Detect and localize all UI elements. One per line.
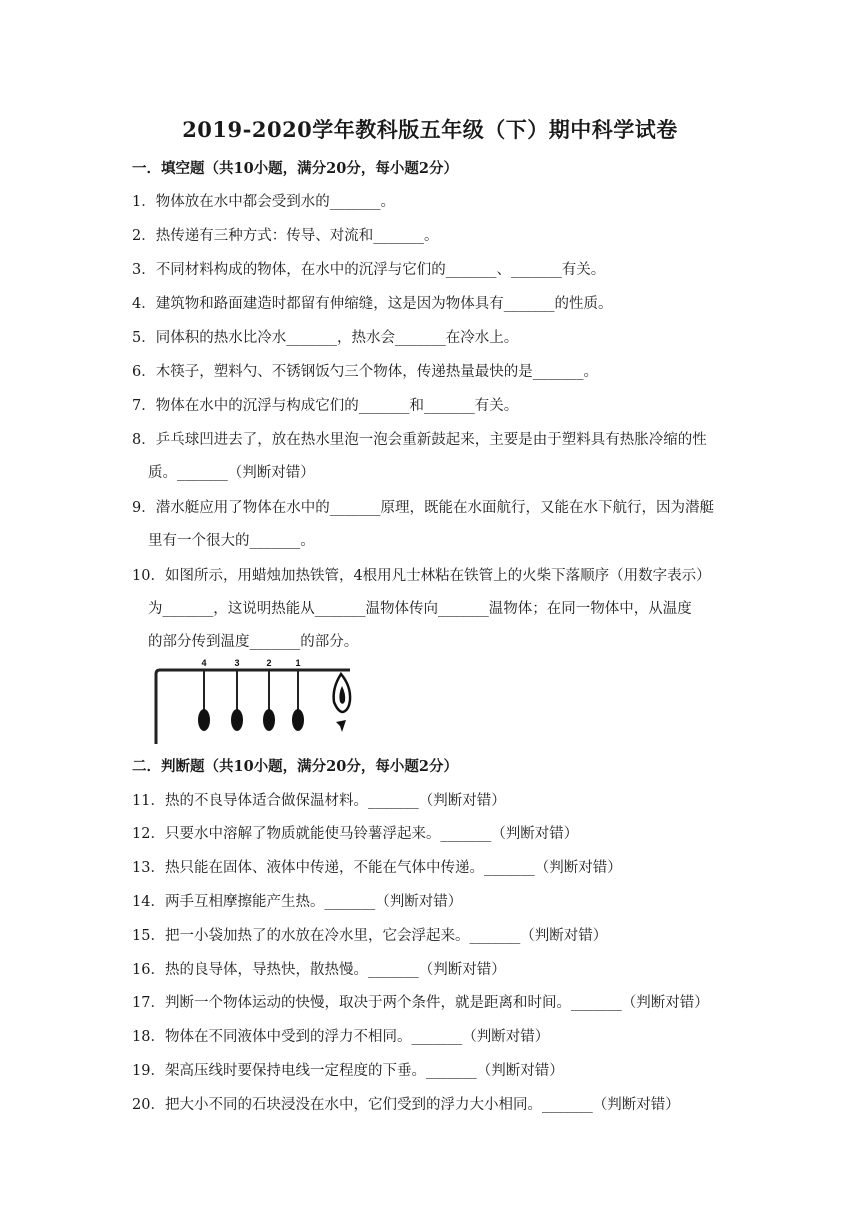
question-16 — [132, 958, 506, 979]
heat-conduction-figure — [150, 656, 360, 746]
question-number: 17． — [132, 995, 165, 1011]
question-text: 物体放在水中都会受到水的_______。 — [155, 194, 395, 210]
question-number: 16． — [132, 962, 165, 978]
candle-flame-icon — [334, 674, 350, 732]
question-number: 18． — [132, 1029, 165, 1045]
question-number: 15． — [132, 928, 165, 944]
question-3 — [132, 258, 605, 279]
match-head — [198, 709, 210, 731]
question-12 — [132, 822, 578, 843]
question-20 — [132, 1093, 680, 1114]
question-2 — [132, 224, 438, 245]
match-label: 1 — [295, 658, 301, 668]
question-13 — [132, 856, 622, 877]
question-text: 热的良导体，导热快，散热慢。_______（判断对错） — [164, 962, 506, 978]
question-6 — [132, 360, 598, 381]
question-number: 5． — [132, 330, 156, 346]
question-text: 物体在水中的沉浮与构成它们的_______和_______有关。 — [155, 398, 519, 414]
question-number: 4． — [132, 296, 156, 312]
page-title: 2019-2020学年教科版五年级（下）期中科学试卷 — [182, 117, 678, 142]
question-15 — [132, 924, 607, 945]
section-heading-true-false: 二．判断题（共10小题，满分20分，每小题2分） — [132, 758, 458, 775]
question-number: 20． — [132, 1097, 165, 1113]
question-19 — [132, 1059, 564, 1080]
question-9-continued: 里有一个很大的_______。 — [148, 533, 315, 549]
question-5 — [132, 326, 518, 347]
question-10-continued: 的部分传到温度_______的部分。 — [148, 634, 359, 650]
question-9 — [132, 496, 714, 517]
question-number: 1． — [132, 194, 156, 210]
match-label: 3 — [234, 658, 240, 668]
question-number: 10． — [132, 568, 165, 584]
question-number: 11． — [132, 793, 165, 809]
question-text: 把大小不同的石块浸没在水中，它们受到的浮力大小相同。_______（判断对错） — [164, 1097, 680, 1113]
question-number: 19． — [132, 1063, 165, 1079]
question-10 — [132, 564, 711, 585]
match-label: 2 — [266, 658, 272, 668]
question-text: 潜水艇应用了物体在水中的_______原理，既能在水面航行，又能在水下航行，因为潜艇 — [155, 500, 714, 516]
question-1 — [132, 190, 395, 211]
question-number: 13． — [132, 860, 165, 876]
question-number: 7． — [132, 398, 156, 414]
question-number: 9． — [132, 500, 156, 516]
question-14 — [132, 890, 462, 911]
match-head — [292, 709, 304, 731]
question-text: 热只能在固体、液体中传递，不能在气体中传递。_______（判断对错） — [164, 860, 622, 876]
question-text: 热的不良导体适合做保温材料。_______（判断对错） — [164, 793, 506, 809]
question-18 — [132, 1025, 549, 1046]
question-number: 12． — [132, 826, 165, 842]
question-text: 只要水中溶解了物质就能使马铃薯浮起来。_______（判断对错） — [164, 826, 579, 842]
question-8-continued: 质。_______（判断对错） — [148, 465, 315, 481]
iron-pipe — [156, 670, 350, 744]
question-text: 两手互相摩擦能产生热。_______（判断对错） — [164, 894, 463, 910]
question-number: 2． — [132, 228, 156, 244]
question-text: 同体积的热水比冷水_______，热水会_______在冷水上。 — [155, 330, 519, 346]
question-text: 木筷子，塑料勺、不锈钢饭勺三个物体，传递热量最快的是_______。 — [155, 364, 598, 380]
question-7 — [132, 394, 518, 415]
match-head — [231, 709, 243, 731]
question-number: 6． — [132, 364, 156, 380]
question-4 — [132, 292, 612, 313]
question-text: 如图所示，用蜡烛加热铁管，4根用凡士林粘在铁管上的火柴下落顺序（用数字表示） — [164, 568, 711, 584]
question-number: 3． — [132, 262, 156, 278]
question-text: 把一小袋加热了的水放在冷水里，它会浮起来。_______（判断对错） — [164, 928, 608, 944]
question-text: 乒乓球凹进去了，放在热水里泡一泡会重新鼓起来，主要是由于塑料具有热胀冷缩的性 — [155, 432, 707, 448]
question-text: 架高压线时要保持电线一定程度的下垂。_______（判断对错） — [164, 1063, 564, 1079]
match-head — [263, 709, 275, 731]
match-label: 4 — [201, 658, 207, 668]
question-17 — [132, 991, 709, 1012]
question-text: 不同材料构成的物体，在水中的沉浮与它们的_______、_______有关。 — [155, 262, 606, 278]
question-8 — [132, 428, 707, 449]
question-11 — [132, 789, 506, 810]
question-10-continued: 为_______，这说明热能从_______温物体传向_______温物体；在同一物体中，从温度 — [148, 601, 692, 617]
question-text: 建筑物和路面建造时都留有伸缩缝，这是因为物体具有_______的性质。 — [155, 296, 613, 312]
question-text: 热传递有三种方式：传导、对流和_______。 — [155, 228, 439, 244]
question-text: 物体在不同液体中受到的浮力不相同。_______（判断对错） — [164, 1029, 550, 1045]
question-number: 14． — [132, 894, 165, 910]
section-heading-fill-blank: 一．填空题（共10小题，满分20分，每小题2分） — [132, 160, 458, 177]
question-number: 8． — [132, 432, 156, 448]
question-text: 判断一个物体运动的快慢，取决于两个条件，就是距离和时间。_______（判断对错） — [164, 995, 709, 1011]
